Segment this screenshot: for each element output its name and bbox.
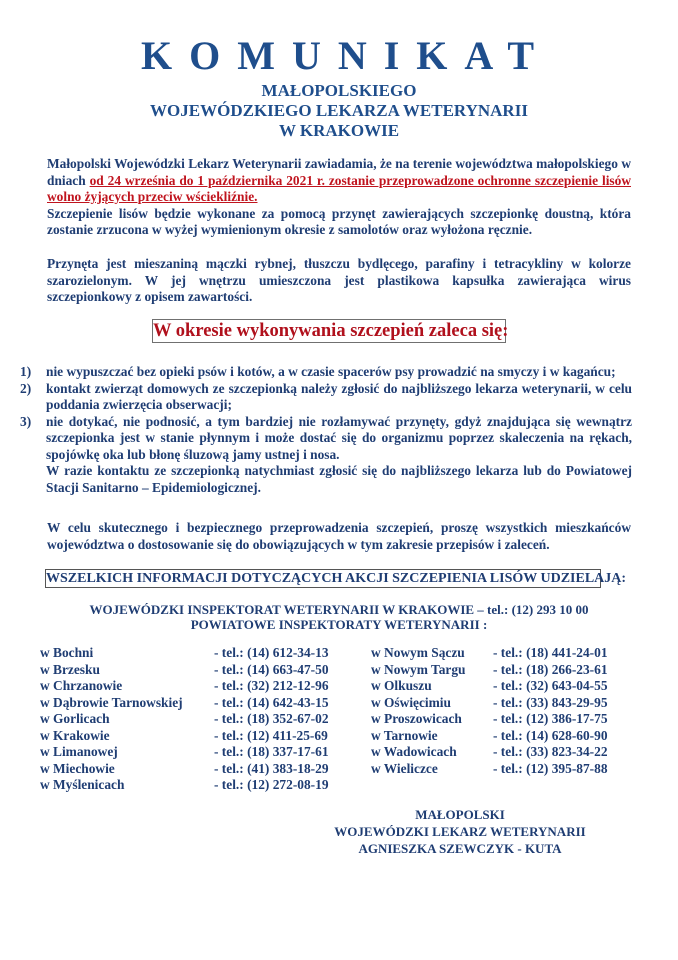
recommendations-heading: W okresie wykonywania szczepień zaleca się: <box>153 321 509 341</box>
contact-row <box>40 777 340 794</box>
contact-row <box>40 728 340 745</box>
contact-row <box>371 711 651 728</box>
contact-row <box>40 695 340 712</box>
signature-line: WOJEWÓDZKI LEKARZ WETERYNARII <box>334 824 586 839</box>
contact-row <box>371 645 651 662</box>
list-extra-text: W razie kontaktu ze szczepionką natychmiast zgłosić się do najbliższego lekarza lub do Powiatowej Stacji Sanitarno – Epidemiologicznej. <box>46 463 632 495</box>
contact-row <box>371 761 651 778</box>
contact-phone: - tel.: (14) 663-47-50 <box>214 661 329 677</box>
contact-phone: - tel.: (33) 823-34-22 <box>493 744 608 759</box>
bait-description: Przynęta jest mieszaniną mączki rybnej, tłuszczu bydlęcego, parafiny i tetracykliny w kolorze szarozielonym. W jej wnętrzu umieszczona jest plastikowa kapsułka zawierająca wirus szczepionkowy z opisem zawartości. <box>47 256 631 304</box>
contact-row <box>371 662 651 679</box>
contact-city: w Nowym Targu <box>371 661 466 677</box>
contact-phone: - tel.: (33) 843-29-95 <box>493 694 608 710</box>
contact-phone: - tel.: (18) 352-67-02 <box>214 711 329 726</box>
contact-city: w Brzesku <box>40 661 100 677</box>
contact-phone: - tel.: (18) 337-17-61 <box>214 744 329 759</box>
issuer-heading <box>0 81 678 141</box>
intro-paragraph <box>47 156 631 239</box>
vaccination-method-text: Szczepienie lisów będzie wykonane za pomocą przynęt zawierających szczepionkę doustną, która zostanie zrzucona w wyżej wymienionym okresie z samolotów oraz wyłożona ręcznie. <box>47 205 631 237</box>
list-text: kontakt zwierząt domowych ze szczepionką należy zgłosić do najbliższego lekarza weterynarii, w celu poddania zwierzęcia obserwacji; <box>46 380 632 412</box>
contact-city: w Wadowicach <box>371 744 457 759</box>
contact-city: w Bochni <box>40 645 94 660</box>
list-item <box>20 414 632 497</box>
issuer-line: MAŁOPOLSKIEGO <box>261 81 417 100</box>
contact-row <box>40 645 340 662</box>
intro-text: Małopolski Wojewódzki Lekarz Weterynarii zawiadamia, że na terenie województwa małopolskiego w dniach <box>47 156 631 188</box>
issuer-line: W KRAKOWIE <box>278 121 400 140</box>
county-inspectorates-heading: POWIATOWE INSPEKTORATY WETERYNARII : <box>190 617 488 632</box>
contact-phone: - tel.: (18) 441-24-01 <box>493 645 608 660</box>
contacts-right-column <box>371 645 651 777</box>
vaccination-dates-highlight: od 24 września do 1 października 2021 r. zostanie przeprowadzone ochronne szczepienie lisów wolno żyjących przeciw wściekliźnie. <box>47 172 631 204</box>
closing-request: W celu skutecznego i bezpiecznego przeprowadzenia szczepień, proszę wszystkich mieszkańców województwa o dostosowanie się do obowiązujących w tym zakresie przepisów i zaleceń. <box>47 520 631 552</box>
contact-phone: - tel.: (32) 643-04-55 <box>493 678 608 693</box>
contact-phone: - tel.: (14) 642-43-15 <box>214 694 329 710</box>
contact-phone: - tel.: (12) 386-17-75 <box>493 711 608 726</box>
signature-line: AGNIESZKA SZEWCZYK - KUTA <box>358 841 562 856</box>
contact-row <box>371 728 651 745</box>
contact-row <box>371 695 651 712</box>
contact-city: w Dąbrowie Tarnowskiej <box>40 694 183 710</box>
contact-city: w Olkuszu <box>371 678 432 693</box>
list-text: nie dotykać, nie podnosić, a tym bardziej nie rozłamywać przynęty, gdyż znajdująca się wewnątrz szczepionka jest w stanie płynnym i może dostać się do organizmu poprzez skaleczenia na rękach, spojówkę oka lub błonę śluzową jamy ustnej i nosa. <box>46 413 632 462</box>
contact-city: w Miechowie <box>40 760 115 776</box>
contact-row <box>40 711 340 728</box>
contact-row <box>40 662 340 679</box>
contact-row <box>40 678 340 695</box>
info-heading-box: WSZELKICH INFORMACJI DOTYCZĄCYCH AKCJI SZCZEPIENIA LISÓW UDZIELAJĄ: <box>46 571 627 586</box>
page-title: KOMUNIKAT <box>140 33 552 78</box>
contact-phone: - tel.: (32) 212-12-96 <box>214 678 329 693</box>
recommendations-list <box>20 364 632 496</box>
contact-city: w Wieliczce <box>371 760 438 776</box>
contact-city: w Krakowie <box>40 727 110 743</box>
list-number: 1) <box>20 364 32 379</box>
contact-city: w Myślenicach <box>40 777 125 792</box>
list-number: 3) <box>20 413 32 429</box>
contact-phone: - tel.: (12) 411-25-69 <box>214 727 328 743</box>
contact-row <box>40 761 340 778</box>
contact-phone: - tel.: (12) 395-87-88 <box>493 760 608 776</box>
contact-city: w Proszowicach <box>371 711 462 726</box>
signature-block <box>300 806 620 857</box>
contact-phone: - tel.: (41) 383-18-29 <box>214 760 329 776</box>
list-text: nie wypuszczać bez opieki psów i kotów, a w czasie spacerów psy prowadzić na smyczy i w kagańcu; <box>46 364 616 379</box>
signature-line: MAŁOPOLSKI <box>415 807 505 822</box>
contact-row <box>371 744 651 761</box>
contact-city: w Nowym Sączu <box>371 645 465 660</box>
contact-row <box>371 678 651 695</box>
main-inspectorate-line: WOJEWÓDZKI INSPEKTORAT WETERYNARII W KRAKOWIE – tel.: (12) 293 10 00 <box>89 602 589 617</box>
contact-city: w Oświęcimiu <box>371 694 451 710</box>
list-item <box>20 381 632 414</box>
contact-city: w Gorlicach <box>40 711 110 726</box>
list-number: 2) <box>20 380 32 396</box>
contact-row <box>40 744 340 761</box>
contact-phone: - tel.: (18) 266-23-61 <box>493 661 608 677</box>
contact-city: w Limanowej <box>40 744 118 759</box>
issuer-line: WOJEWÓDZKIEGO LEKARZA WETERYNARII <box>150 101 528 120</box>
contacts-left-column <box>40 645 340 794</box>
contact-city: w Chrzanowie <box>40 678 123 693</box>
contact-city: w Tarnowie <box>371 727 438 743</box>
contact-phone: - tel.: (12) 272-08-19 <box>214 777 329 792</box>
contact-phone: - tel.: (14) 612-34-13 <box>214 645 329 660</box>
list-item <box>20 364 632 381</box>
contact-phone: - tel.: (14) 628-60-90 <box>493 727 608 743</box>
